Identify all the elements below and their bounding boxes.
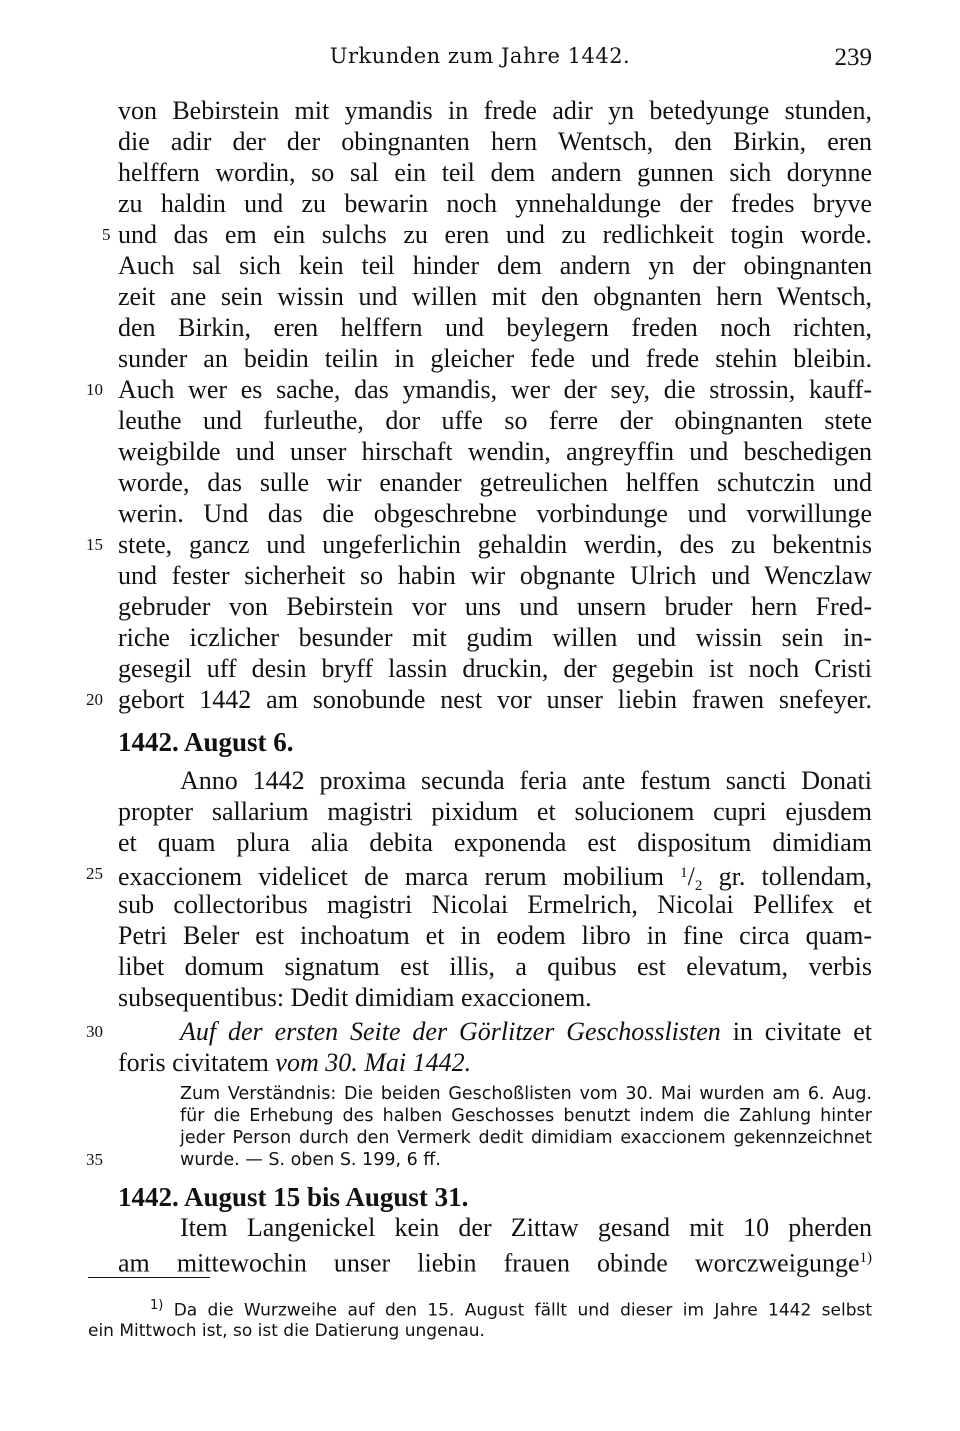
text-line: Anno 1442 proxima secunda feria ante festum sancti Donati — [180, 766, 872, 795]
text-line: gesegil uff desin bryff lassin druckin, der gegebin ist noch Cristi — [118, 654, 872, 683]
text-line: zu haldin und zu bewarin noch ynnehaldunge der fredes bryve — [118, 189, 872, 218]
text-line: Auch wer es sache, das ymandis, wer der sey, die strossin, kauff- — [118, 375, 872, 404]
text-line: Petri Beler est inchoatum et in eodem libro in fine circa quam- — [118, 921, 872, 950]
line-number: 15 — [86, 535, 103, 554]
text-line: von Bebirstein mit ymandis in frede adir yn betedyunge stunden, — [118, 96, 872, 125]
footnote-line — [150, 1293, 872, 1319]
text-line — [118, 1047, 872, 1078]
line-number: 20 — [86, 690, 103, 709]
text-line: libet domum signatum est illis, a quibus est elevatum, verbis — [118, 952, 872, 981]
text-line: die adir der der obingnanten hern Wentsch, den Birkin, eren — [118, 127, 872, 156]
fraction: $^1/_2$ — [680, 862, 703, 894]
text-line: worde, das sulle wir enander getreulichen helffen schutczin und — [118, 468, 872, 497]
line-number: 5 — [102, 225, 111, 244]
running-head — [0, 44, 960, 84]
text-line — [118, 1016, 872, 1047]
text-line: subsequentibus: Dedit dimidiam exaccionem. — [118, 983, 592, 1012]
line-number: 30 — [86, 1022, 103, 1041]
text-line: weigbilde und unser hirschaft wendin, angreyffin und beschedigen — [118, 437, 872, 466]
line-number: 35 — [86, 1150, 103, 1169]
line-number: 10 — [86, 380, 103, 399]
entry-heading: 1442. August 6. — [118, 727, 294, 757]
text-line: Auch sal sich kein teil hinder dem andern yn der obingnanten — [118, 251, 872, 280]
line-number: 25 — [86, 864, 103, 883]
editorial-note-line: jeder Person durch den Vermerk dedit dimidiam exaccionem gekennzeichnet — [180, 1128, 872, 1148]
text-line: sunder an beidin teilin in gleicher fede und frede stehin bleibin. — [118, 344, 872, 373]
text-segment: foris civitatem — [118, 1048, 269, 1077]
text-line: stete, gancz und ungeferlichin gehaldin werdin, des zu bekentnis — [118, 530, 872, 559]
footnote-ref: 1) — [859, 1250, 872, 1266]
text-line: helffern wordin, so sal ein teil dem andern gunnen sich dorynne — [118, 158, 872, 187]
text-segment: in civitate et — [732, 1017, 872, 1046]
text-line: sub collectoribus magistri Nicolai Ermelrich, Nicolai Pellifex et — [118, 890, 872, 919]
text-line: zeit ane sein wissin und willen mit den obgnanten hern Wentsch, — [118, 282, 872, 311]
text-line: und fester sicherheit so habin wir obgnante Ulrich und Wenczlaw — [118, 561, 872, 590]
editorial-italic: Auf der ersten Seite der Görlitzer Geschosslisten — [180, 1017, 721, 1046]
text-segment: gr. tollendam, — [718, 862, 873, 891]
editorial-italic: vom 30. Mai 1442. — [275, 1048, 472, 1077]
text-line: gebort 1442 am sonobunde nest vor unser liebin frawen snefeyer. — [118, 685, 872, 714]
editorial-note-line: für die Erhebung des halben Geschosses benutzt indem die Zahlung hinter — [180, 1106, 872, 1126]
entry-heading: 1442. August 15 bis August 31. — [118, 1182, 469, 1212]
text-line: gebruder von Bebirstein vor uns und unsern bruder hern Fred- — [118, 592, 872, 621]
text-line: propter sallarium magistri pixidum et solucionem cupri ejusdem — [118, 797, 872, 826]
editorial-note-line: wurde. — S. oben S. 199, 6 ff. — [180, 1150, 441, 1170]
running-title: Urkunden zum Jahre 1442. — [329, 44, 631, 68]
fraction-denominator: 2 — [694, 878, 703, 894]
footnote-marker: 1) — [150, 1298, 164, 1313]
text-line: et quam plura alia debita exponenda est dispositum dimidiam — [118, 828, 872, 857]
footnote-line: ein Mittwoch ist, so ist die Datierung ungenau. — [88, 1321, 485, 1341]
fraction-numerator: 1 — [680, 865, 688, 881]
text-segment: Da die Wurzweihe auf den 15. August fällt und dieser im Jahre 1442 selbst — [173, 1300, 873, 1321]
text-segment: exaccionem videlicet de marca rerum mobilium — [118, 862, 664, 891]
text-line: riche iczlicher besunder mit gudim willen und wissin sein in- — [118, 623, 872, 652]
text-segment: am mittewochin unser liebin frauen obinde worczweigunge — [118, 1248, 860, 1278]
text-line: Item Langenickel kein der Zittaw gesand mit 10 pherden — [180, 1213, 872, 1242]
text-line: den Birkin, eren helffern und beylegern freden noch richten, — [118, 313, 872, 342]
editorial-note-line: Zum Verständnis: Die beiden Geschoßlisten vom 30. Mai wurden am 6. Aug. — [180, 1084, 872, 1104]
text-line — [118, 1243, 872, 1278]
footnote-rule — [88, 1277, 210, 1278]
text-line — [118, 858, 873, 894]
text-line: und das em ein sulchs zu eren und zu redlichkeit togin worde. — [118, 220, 872, 249]
text-line: werin. Und das die obgeschrebne vorbindunge und vorwillunge — [118, 499, 872, 528]
text-line: leuthe und furleuthe, dor uffe so ferre der obingnanten stete — [118, 406, 872, 435]
page-number: 239 — [834, 44, 872, 71]
